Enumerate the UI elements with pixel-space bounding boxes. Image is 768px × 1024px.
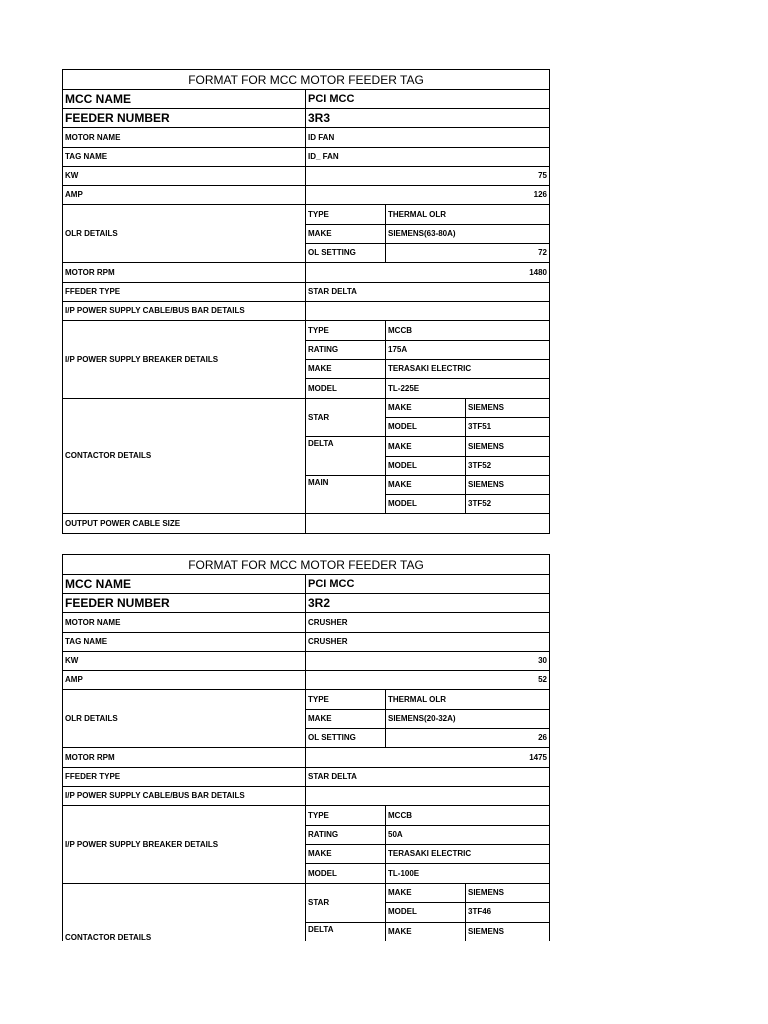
breaker-make-value: TERASAKI ELECTRIC [386,360,550,379]
star-make-value: SIEMENS [466,884,550,903]
olr-type-label: TYPE [306,690,386,710]
breaker-details-label: I/P POWER SUPPLY BREAKER DETAILS [63,321,306,399]
star-label: STAR [306,884,386,923]
breaker-type-value: MCCB [386,806,550,826]
delta-model-label: MODEL [386,457,466,476]
contactor-details-label: CONTACTOR DETAILS [63,884,306,942]
ip-cable-label: I/P POWER SUPPLY CABLE/BUS BAR DETAILS [63,787,306,806]
breaker-details-label: I/P POWER SUPPLY BREAKER DETAILS [63,806,306,884]
motor-name-value: ID FAN [306,128,550,148]
feeder-type-label: FFEDER TYPE [63,283,306,302]
delta-make-value: SIEMENS [466,922,550,941]
delta-make-label: MAKE [386,922,466,941]
mcc-name-label: MCC NAME [63,575,306,594]
ip-cable-value [306,302,550,321]
output-cable-value [306,514,550,534]
breaker-make-label: MAKE [306,845,386,864]
mcc-name-value: PCI MCC [306,90,550,109]
ip-cable-label: I/P POWER SUPPLY CABLE/BUS BAR DETAILS [63,302,306,321]
feeder-tag-table [62,69,550,534]
contactor-details-label: CONTACTOR DETAILS [63,399,306,514]
olr-make-label: MAKE [306,710,386,729]
kw-value: 75 [306,167,550,186]
motor-rpm-value: 1475 [306,748,550,768]
feeder-number-label: FEEDER NUMBER [63,109,306,128]
feeder-number-label: FEEDER NUMBER [63,594,306,613]
star-make-label: MAKE [386,884,466,903]
olr-setting-label: OL SETTING [306,244,386,263]
star-model-label: MODEL [386,903,466,922]
olr-type-label: TYPE [306,205,386,225]
kw-label: KW [63,167,306,186]
breaker-type-value: MCCB [386,321,550,341]
feeder-number-value: 3R3 [306,109,550,128]
star-model-value: 3TF46 [466,903,550,922]
star-make-label: MAKE [386,399,466,418]
olr-make-label: MAKE [306,225,386,244]
main-label: MAIN [306,476,386,514]
breaker-type-label: TYPE [306,806,386,826]
motor-rpm-value: 1480 [306,263,550,283]
kw-label: KW [63,652,306,671]
main-make-label: MAKE [386,476,466,495]
olr-type-value: THERMAL OLR [386,205,550,225]
star-label: STAR [306,399,386,437]
breaker-make-value: TERASAKI ELECTRIC [386,845,550,864]
tag-name-label: TAG NAME [63,633,306,652]
star-model-value: 3TF51 [466,418,550,437]
breaker-rating-label: RATING [306,341,386,360]
motor-name-value: CRUSHER [306,613,550,633]
olr-type-value: THERMAL OLR [386,690,550,710]
kw-value: 30 [306,652,550,671]
star-model-label: MODEL [386,418,466,437]
amp-label: AMP [63,186,306,205]
feeder-type-value: STAR DELTA [306,768,550,787]
feeder-tag-table [62,554,550,941]
ip-cable-value [306,787,550,806]
delta-label: DELTA [306,437,386,476]
delta-model-value: 3TF52 [466,457,550,476]
breaker-rating-label: RATING [306,826,386,845]
olr-setting-label: OL SETTING [306,729,386,748]
breaker-type-label: TYPE [306,321,386,341]
feeder-type-value: STAR DELTA [306,283,550,302]
breaker-model-label: MODEL [306,864,386,884]
motor-name-label: MOTOR NAME [63,613,306,633]
mcc-name-label: MCC NAME [63,90,306,109]
feeder-type-label: FFEDER TYPE [63,768,306,787]
tag-name-value: CRUSHER [306,633,550,652]
motor-rpm-label: MOTOR RPM [63,263,306,283]
amp-label: AMP [63,671,306,690]
amp-value: 126 [306,186,550,205]
main-model-value: 3TF52 [466,495,550,514]
olr-make-value: SIEMENS(20-32A) [386,710,550,729]
amp-value: 52 [306,671,550,690]
motor-rpm-label: MOTOR RPM [63,748,306,768]
main-model-label: MODEL [386,495,466,514]
breaker-make-label: MAKE [306,360,386,379]
olr-setting-value: 72 [386,244,550,263]
tag-name-value: ID_ FAN [306,148,550,167]
feeder-number-value: 3R2 [306,594,550,613]
breaker-model-value: TL-225E [386,379,550,399]
olr-setting-value: 26 [386,729,550,748]
tag-title: FORMAT FOR MCC MOTOR FEEDER TAG [63,555,550,575]
main-make-value: SIEMENS [466,476,550,495]
olr-details-label: OLR DETAILS [63,690,306,748]
breaker-model-label: MODEL [306,379,386,399]
tag-name-label: TAG NAME [63,148,306,167]
mcc-name-value: PCI MCC [306,575,550,594]
olr-details-label: OLR DETAILS [63,205,306,263]
breaker-rating-value: 175A [386,341,550,360]
motor-name-label: MOTOR NAME [63,128,306,148]
delta-make-label: MAKE [386,437,466,457]
olr-make-value: SIEMENS(63-80A) [386,225,550,244]
breaker-model-value: TL-100E [386,864,550,884]
star-make-value: SIEMENS [466,399,550,418]
delta-label: DELTA [306,922,386,941]
delta-make-value: SIEMENS [466,437,550,457]
tag-title: FORMAT FOR MCC MOTOR FEEDER TAG [63,70,550,90]
breaker-rating-value: 50A [386,826,550,845]
output-cable-label: OUTPUT POWER CABLE SIZE [63,514,306,534]
